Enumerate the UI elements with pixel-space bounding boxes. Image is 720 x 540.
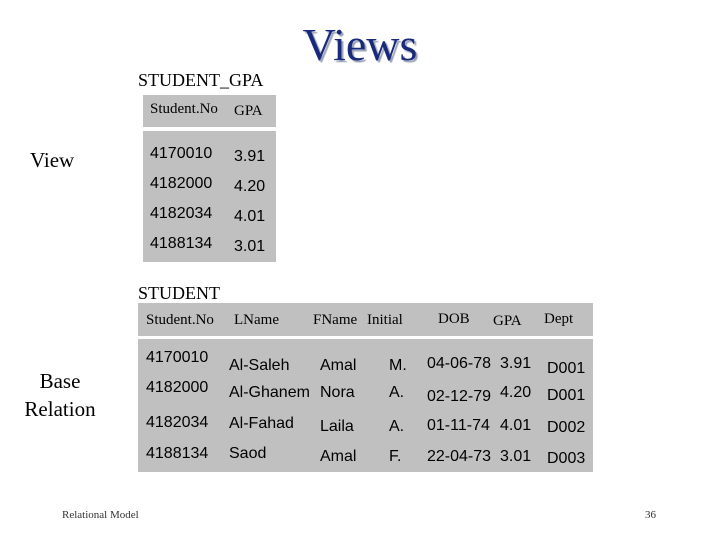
base-cell: 3.01 [500,448,532,465]
view-cell: 4188134 [150,235,213,252]
page-number: 36 [645,509,656,521]
base-header-fname: FName [313,312,358,328]
view-header-gpa: GPA [234,103,263,119]
base-cell: Al-Ghanem [229,384,310,401]
base-cell: M. [389,357,407,374]
base-header-dob: DOB [438,311,470,327]
base-cell: 4170010 [146,349,209,366]
view-cell: 4182000 [150,175,213,192]
base-table-caption: STUDENT [138,283,220,303]
base-header-initial: Initial [367,312,403,328]
base-cell: 04-06-78 [427,355,492,372]
view-cell: 3.01 [234,238,266,255]
slide-title: Views [302,19,418,70]
view-cell: 4.20 [234,178,266,195]
base-cell: 4.01 [500,417,532,434]
view-cell: 4182034 [150,205,213,222]
base-cell: 4.20 [500,384,532,401]
base-cell: 01-11-74 [427,417,490,434]
base-side-label-line2: Relation [24,397,96,421]
base-cell: Amal [320,357,357,374]
base-cell: Nora [320,384,355,401]
view-header-studentno: Student.No [150,101,218,117]
view-cell: 4170010 [150,145,213,162]
view-table-caption: STUDENT_GPA [138,70,264,90]
base-cell: A. [389,384,405,401]
base-cell: Al-Saleh [229,357,290,374]
base-header-studentno: Student.No [146,312,214,328]
base-header-dept: Dept [544,311,574,327]
base-header-lname: LName [234,312,279,328]
base-cell: 4182000 [146,379,209,396]
base-cell: Al-Fahad [229,415,294,432]
base-cell: 4188134 [146,445,209,462]
base-cell: Laila [320,418,354,435]
base-cell: 22-04-73 [427,448,492,465]
view-side-label: View [30,148,75,172]
base-cell: D003 [547,450,586,467]
base-cell: 3.91 [500,355,532,372]
base-side-label-line1: Base [39,369,81,393]
base-cell: 4182034 [146,414,209,431]
view-cell: 4.01 [234,208,266,225]
base-cell: F. [389,448,402,465]
base-cell: 02-12-79 [427,388,492,405]
view-cell: 3.91 [234,148,266,165]
base-cell: A. [389,418,405,435]
footer-label: Relational Model [62,509,139,521]
base-cell: Amal [320,448,357,465]
base-header-gpa: GPA [493,313,522,329]
base-cell: Saod [229,445,267,462]
base-cell: D001 [547,387,586,404]
base-cell: D002 [547,419,586,436]
base-cell: D001 [547,360,586,377]
